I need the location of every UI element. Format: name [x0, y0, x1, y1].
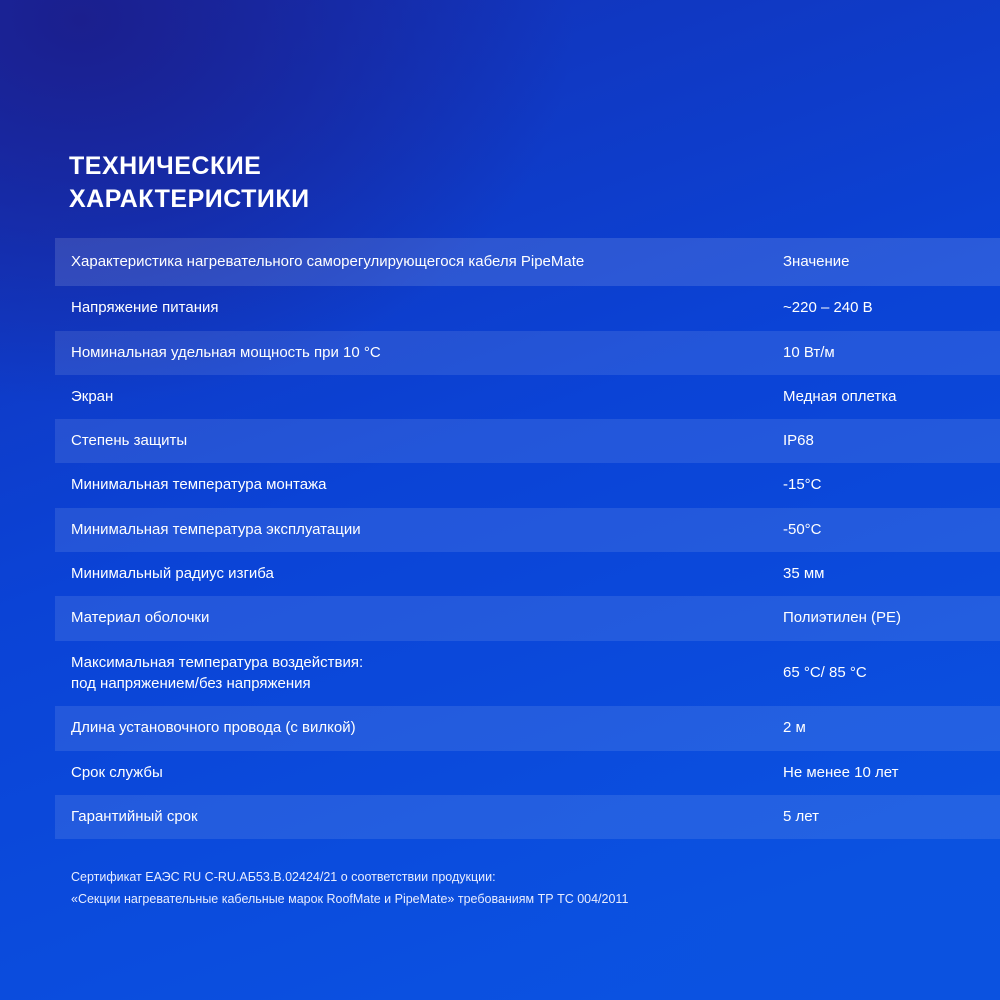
- row-label: [55, 641, 767, 707]
- row-value: 35 мм: [783, 565, 825, 583]
- table-header-name: Характеристика нагревательного саморегулирующегося кабеля PipeMate: [55, 238, 767, 286]
- table-row: [55, 331, 1000, 375]
- table-header-value: Значение: [767, 238, 1000, 286]
- table-header-row: [55, 238, 1000, 286]
- page-title: [69, 0, 960, 216]
- row-label: Степень защиты: [55, 419, 767, 463]
- row-value: IP68: [767, 419, 1000, 463]
- specifications-table: [55, 238, 1000, 839]
- row-label: Материал оболочки: [55, 596, 767, 640]
- table-row: [55, 552, 1000, 596]
- row-value: Полиэтилен (PE): [767, 596, 1000, 640]
- table-row: [55, 375, 1000, 419]
- certificate-footnote: [71, 867, 960, 910]
- row-label: Минимальная температура эксплуатации: [55, 508, 767, 552]
- row-label: Гарантийный срок: [55, 795, 767, 839]
- row-value: 2 м: [767, 706, 1000, 750]
- table-row: [55, 751, 1000, 795]
- row-value: -50°С: [767, 508, 1000, 552]
- table-row: [55, 795, 1000, 839]
- row-label: Срок службы: [71, 763, 163, 781]
- table-row: [55, 596, 1000, 640]
- row-value: -15°С: [783, 476, 822, 494]
- content-container: [55, 0, 960, 910]
- row-label: Минимальный радиус изгиба: [71, 565, 274, 583]
- row-label: Длина установочного провода (с вилкой): [55, 706, 767, 750]
- footnote-line-1: Сертификат ЕАЭС RU C-RU.АБ53.В.02424/21 о соответствии продукции:: [71, 870, 496, 885]
- table-row: [55, 286, 1000, 330]
- row-value: 5 лет: [767, 795, 1000, 839]
- table-row: [55, 641, 1000, 707]
- row-value: ~220 – 240 В: [783, 299, 873, 317]
- footnote-line-2: «Секции нагревательные кабельные марок RoofMate и PipeMate» требованиям ТР ТС 004/2011: [71, 891, 629, 906]
- row-label-line-1: Максимальная температура воздействия:: [71, 653, 364, 671]
- row-label-line-2: под напряжением/без напряжения: [71, 674, 311, 692]
- page-title-line-2: ХАРАКТЕРИСТИКИ: [69, 185, 310, 213]
- row-value: 65 °С/ 85 °С: [783, 664, 867, 682]
- row-value: Медная оплетка: [783, 387, 897, 405]
- table-row: [55, 706, 1000, 750]
- page-title-line-1: ТЕХНИЧЕСКИЕ: [69, 152, 262, 180]
- row-value: Не менее 10 лет: [783, 763, 899, 781]
- row-label: Напряжение питания: [71, 299, 219, 317]
- row-label: Номинальная удельная мощность при 10 °С: [55, 331, 767, 375]
- table-row: [55, 463, 1000, 507]
- row-value: 10 Вт/м: [767, 331, 1000, 375]
- row-label: Экран: [71, 387, 114, 405]
- table-row: [55, 419, 1000, 463]
- table-row: [55, 508, 1000, 552]
- row-label: Минимальная температура монтажа: [71, 476, 327, 494]
